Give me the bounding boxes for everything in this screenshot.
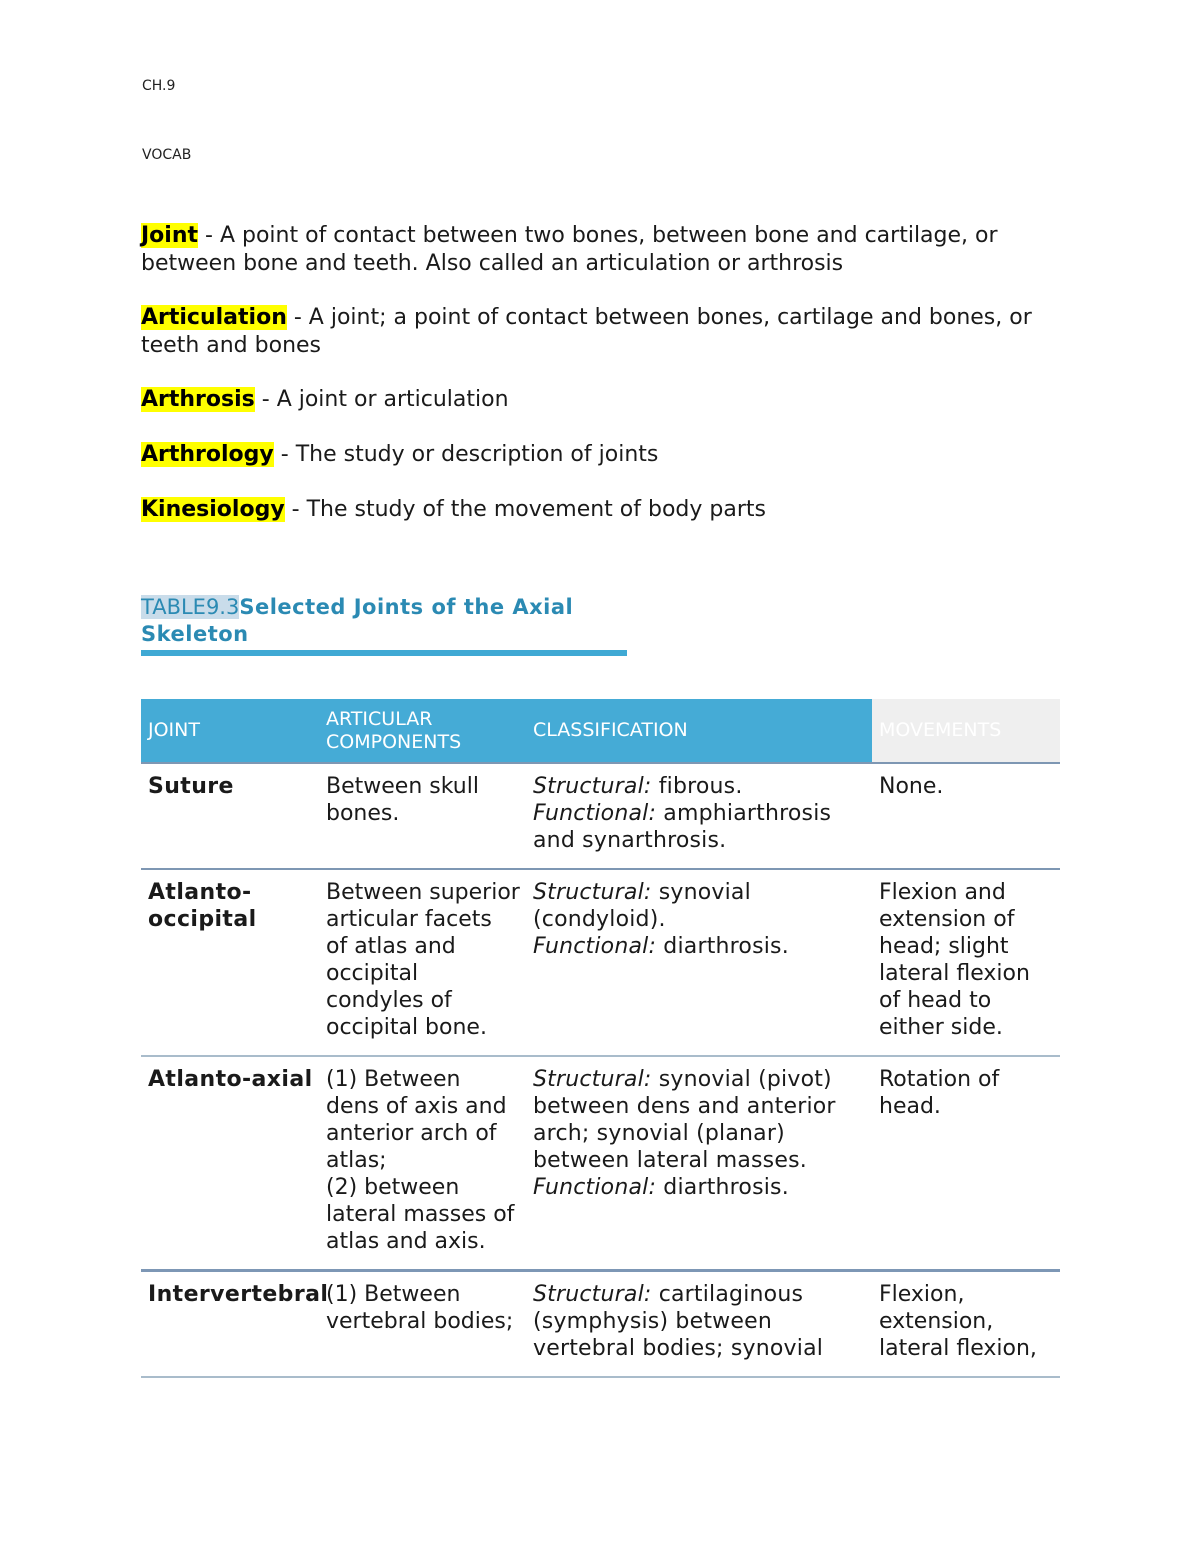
vocab-entry [141,441,1071,469]
chapter-heading: CH.9 [142,78,176,94]
table-label: TABLE9.3 [141,595,240,619]
table-header-row [141,699,1060,763]
vocab-term: Arthrology [141,442,274,467]
functional-value: diarthrosis. [656,1175,789,1200]
title-underline [141,650,627,656]
vocab-definition: A point of contact between two bones, between bone and cartilage, or between bone and teeth. Also called an articulation or arthrosis [141,223,998,276]
structural-label: Structural: [533,1067,652,1092]
classification [526,1056,872,1271]
table-row [141,1271,1060,1378]
vocab-separator: - [273,442,296,467]
header-articular-components: ARTICULAR COMPONENTS [319,699,526,763]
movements: Rotation of head. [872,1056,1060,1271]
table-row [141,1056,1060,1271]
vocab-separator: - [254,387,277,412]
articular-components: (1) Between vertebral bodies; [319,1271,526,1378]
vocab-entry [141,304,1071,360]
articular-components: Between skull bones. [319,763,526,869]
joint-name: Atlanto-axial [141,1056,319,1271]
table-row [141,869,1060,1056]
header-movements: MOVEMENTS [872,699,1060,763]
header-classification: CLASSIFICATION [526,699,872,763]
vocab-definition: A joint or articulation [276,387,509,412]
vocab-term: Joint [141,223,199,248]
functional-label: Functional: [533,934,657,959]
functional-label: Functional: [533,801,657,826]
section-heading: VOCAB [142,147,192,163]
articular-components: Between superior articular facets of atlas and occipital condyles of occipital bone. [319,869,526,1056]
vocab-definition: The study or description of joints [295,442,659,467]
vocab-term: Kinesiology [141,497,285,522]
vocab-entry [141,496,1071,524]
movements: None. [872,763,1060,869]
vocab-entry [141,386,1071,414]
component-part-2: (2) between lateral masses of atlas and axis. [326,1175,515,1254]
structural-label: Structural: [533,880,652,905]
joints-table [141,699,1060,1378]
table-row [141,763,1060,869]
structural-value: cartilaginous (symphysis) between vertebral bodies; synovial [533,1282,824,1361]
vocab-separator: - [198,223,220,248]
classification [526,869,872,1056]
classification [526,1271,872,1378]
structural-label: Structural: [533,774,652,799]
table-title-text: Selected Joints of the Axial Skeleton [141,595,574,646]
functional-value: diarthrosis. [656,934,789,959]
articular-components [319,1056,526,1271]
functional-value: amphiarthrosis and synarthrosis. [533,801,832,853]
structural-value: fibrous. [651,774,743,799]
movements: Flexion and extension of head; slight lateral flexion of head to either side. [872,869,1060,1056]
vocab-separator: - [284,497,307,522]
structural-label: Structural: [533,1282,652,1307]
joint-name: Intervertebral [141,1271,319,1378]
table-title [141,594,627,648]
vocab-separator: - [286,305,309,330]
movements: Flexion, extension, lateral flexion, [872,1271,1060,1378]
vocab-term: Articulation [141,305,287,330]
vocab-definition: A joint; a point of contact between bones, cartilage and bones, or teeth and bones [141,305,1032,358]
structural-value: synovial (pivot) between dens and anterior arch; synovial (planar) between lateral masses. [533,1067,836,1173]
vocab-term: Arthrosis [141,387,255,412]
component-part-1: (1) Between dens of axis and anterior arch of atlas; [326,1067,507,1173]
classification [526,763,872,869]
header-joint: JOINT [141,699,319,763]
vocab-list [141,222,1071,550]
joint-name: Suture [141,763,319,869]
joint-name: Atlanto-occipital [141,869,319,1056]
functional-label: Functional: [533,1175,657,1200]
structural-value: synovial (condyloid). [533,880,751,932]
vocab-definition: The study of the movement of body parts [306,497,766,522]
vocab-entry [141,222,1071,278]
